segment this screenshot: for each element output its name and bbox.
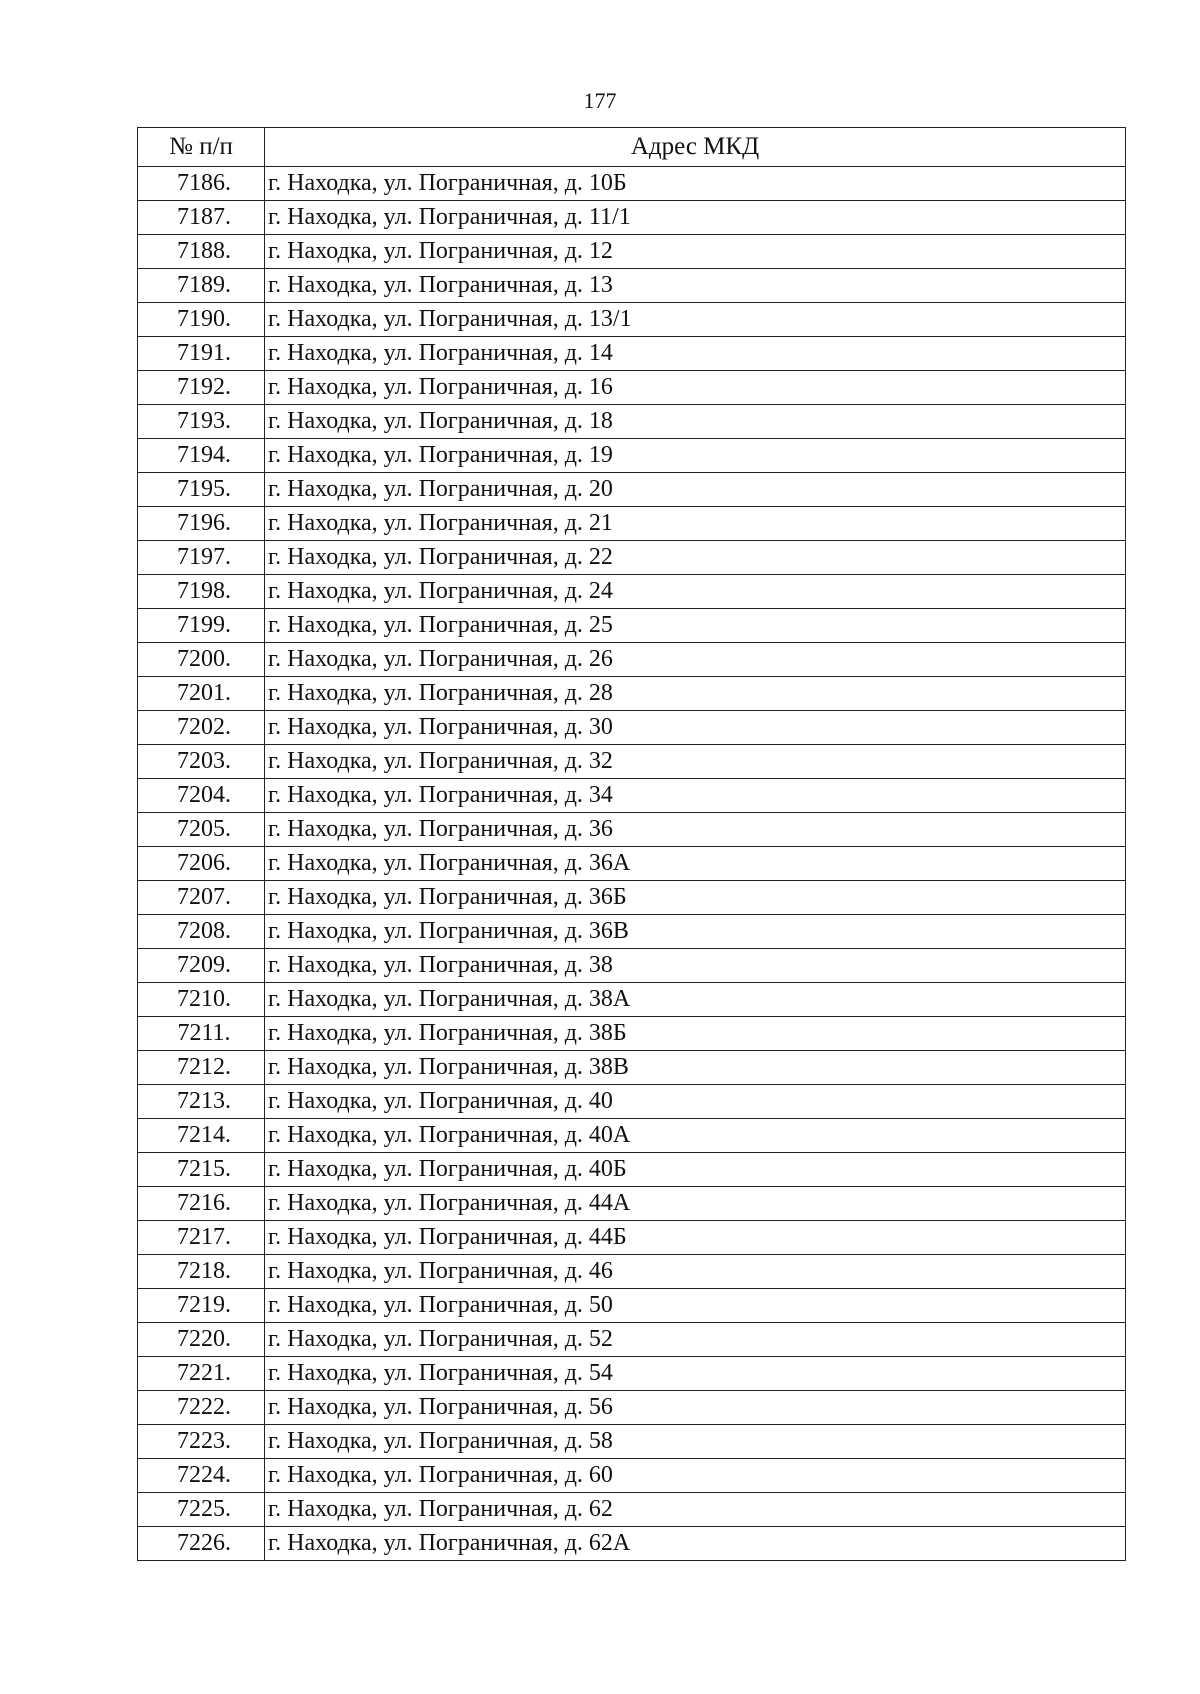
row-number: 7207.: [138, 881, 265, 915]
row-number: 7211.: [138, 1017, 265, 1051]
table-row: [138, 1017, 1126, 1051]
table-row: [138, 337, 1126, 371]
row-number: 7218.: [138, 1255, 265, 1289]
row-address: г. Находка, ул. Пограничная, д. 58: [265, 1425, 1126, 1459]
row-number: 7204.: [138, 779, 265, 813]
row-address: г. Находка, ул. Пограничная, д. 22: [265, 541, 1126, 575]
table-row: [138, 1187, 1126, 1221]
table-row: [138, 813, 1126, 847]
table-row: [138, 541, 1126, 575]
row-number: 7214.: [138, 1119, 265, 1153]
row-address: г. Находка, ул. Пограничная, д. 26: [265, 643, 1126, 677]
row-address: г. Находка, ул. Пограничная, д. 25: [265, 609, 1126, 643]
row-number: 7219.: [138, 1289, 265, 1323]
row-number: 7192.: [138, 371, 265, 405]
row-number: 7193.: [138, 405, 265, 439]
table-row: [138, 405, 1126, 439]
table-row: [138, 1459, 1126, 1493]
row-address: г. Находка, ул. Пограничная, д. 20: [265, 473, 1126, 507]
row-number: 7187.: [138, 201, 265, 235]
row-number: 7188.: [138, 235, 265, 269]
row-number: 7189.: [138, 269, 265, 303]
row-address: г. Находка, ул. Пограничная, д. 24: [265, 575, 1126, 609]
row-number: 7212.: [138, 1051, 265, 1085]
table-row: [138, 1085, 1126, 1119]
row-address: г. Находка, ул. Пограничная, д. 52: [265, 1323, 1126, 1357]
table-row: [138, 711, 1126, 745]
row-address: г. Находка, ул. Пограничная, д. 13: [265, 269, 1126, 303]
table-row: [138, 371, 1126, 405]
row-address: г. Находка, ул. Пограничная, д. 50: [265, 1289, 1126, 1323]
row-number: 7226.: [138, 1527, 265, 1561]
table-row: [138, 1153, 1126, 1187]
row-number: 7222.: [138, 1391, 265, 1425]
row-address: г. Находка, ул. Пограничная, д. 38А: [265, 983, 1126, 1017]
table-row: [138, 1289, 1126, 1323]
row-number: 7201.: [138, 677, 265, 711]
table-row: [138, 1357, 1126, 1391]
row-number: 7197.: [138, 541, 265, 575]
table-row: [138, 915, 1126, 949]
row-address: г. Находка, ул. Пограничная, д. 46: [265, 1255, 1126, 1289]
row-address: г. Находка, ул. Пограничная, д. 19: [265, 439, 1126, 473]
row-number: 7225.: [138, 1493, 265, 1527]
row-number: 7186.: [138, 167, 265, 201]
row-address: г. Находка, ул. Пограничная, д. 40Б: [265, 1153, 1126, 1187]
row-number: 7198.: [138, 575, 265, 609]
row-number: 7205.: [138, 813, 265, 847]
row-address: г. Находка, ул. Пограничная, д. 36: [265, 813, 1126, 847]
table-header: [138, 128, 1126, 167]
table-row: [138, 677, 1126, 711]
column-header-address: Адрес МКД: [265, 128, 1126, 167]
row-number: 7190.: [138, 303, 265, 337]
row-address: г. Находка, ул. Пограничная, д. 44Б: [265, 1221, 1126, 1255]
row-address: г. Находка, ул. Пограничная, д. 36А: [265, 847, 1126, 881]
table-row: [138, 303, 1126, 337]
row-number: 7217.: [138, 1221, 265, 1255]
row-number: 7206.: [138, 847, 265, 881]
page-number: 177: [583, 88, 617, 113]
row-address: г. Находка, ул. Пограничная, д. 21: [265, 507, 1126, 541]
table-row: [138, 881, 1126, 915]
header-row: [138, 128, 1126, 167]
row-address: г. Находка, ул. Пограничная, д. 36В: [265, 915, 1126, 949]
row-number: 7199.: [138, 609, 265, 643]
row-number: 7215.: [138, 1153, 265, 1187]
table-row: [138, 643, 1126, 677]
row-address: г. Находка, ул. Пограничная, д. 40А: [265, 1119, 1126, 1153]
row-number: 7216.: [138, 1187, 265, 1221]
table-row: [138, 1391, 1126, 1425]
table-row: [138, 1425, 1126, 1459]
table-row: [138, 847, 1126, 881]
row-address: г. Находка, ул. Пограничная, д. 14: [265, 337, 1126, 371]
row-address: г. Находка, ул. Пограничная, д. 34: [265, 779, 1126, 813]
table-body: [138, 167, 1126, 1561]
row-address: г. Находка, ул. Пограничная, д. 38: [265, 949, 1126, 983]
row-address: г. Находка, ул. Пограничная, д. 10Б: [265, 167, 1126, 201]
row-address: г. Находка, ул. Пограничная, д. 38В: [265, 1051, 1126, 1085]
table-row: [138, 983, 1126, 1017]
table-row: [138, 473, 1126, 507]
row-address: г. Находка, ул. Пограничная, д. 11/1: [265, 201, 1126, 235]
row-address: г. Находка, ул. Пограничная, д. 60: [265, 1459, 1126, 1493]
row-address: г. Находка, ул. Пограничная, д. 32: [265, 745, 1126, 779]
table-row: [138, 1221, 1126, 1255]
table-row: [138, 779, 1126, 813]
row-number: 7191.: [138, 337, 265, 371]
row-address: г. Находка, ул. Пограничная, д. 56: [265, 1391, 1126, 1425]
row-number: 7202.: [138, 711, 265, 745]
table-row: [138, 1323, 1126, 1357]
row-number: 7209.: [138, 949, 265, 983]
row-number: 7224.: [138, 1459, 265, 1493]
table-row: [138, 1527, 1126, 1561]
table-row: [138, 1493, 1126, 1527]
row-address: г. Находка, ул. Пограничная, д. 38Б: [265, 1017, 1126, 1051]
row-address: г. Находка, ул. Пограничная, д. 40: [265, 1085, 1126, 1119]
row-number: 7203.: [138, 745, 265, 779]
table-row: [138, 167, 1126, 201]
table-row: [138, 439, 1126, 473]
row-number: 7213.: [138, 1085, 265, 1119]
row-address: г. Находка, ул. Пограничная, д. 12: [265, 235, 1126, 269]
row-number: 7221.: [138, 1357, 265, 1391]
row-address: г. Находка, ул. Пограничная, д. 62: [265, 1493, 1126, 1527]
row-number: 7208.: [138, 915, 265, 949]
row-address: г. Находка, ул. Пограничная, д. 54: [265, 1357, 1126, 1391]
row-address: г. Находка, ул. Пограничная, д. 36Б: [265, 881, 1126, 915]
row-address: г. Находка, ул. Пограничная, д. 30: [265, 711, 1126, 745]
table-row: [138, 1255, 1126, 1289]
row-number: 7196.: [138, 507, 265, 541]
table-row: [138, 235, 1126, 269]
row-number: 7195.: [138, 473, 265, 507]
row-number: 7200.: [138, 643, 265, 677]
table-row: [138, 1051, 1126, 1085]
row-number: 7194.: [138, 439, 265, 473]
address-table: [137, 127, 1126, 1561]
table-row: [138, 609, 1126, 643]
table-row: [138, 745, 1126, 779]
row-address: г. Находка, ул. Пограничная, д. 44А: [265, 1187, 1126, 1221]
table-row: [138, 949, 1126, 983]
row-address: г. Находка, ул. Пограничная, д. 28: [265, 677, 1126, 711]
table-row: [138, 507, 1126, 541]
row-number: 7220.: [138, 1323, 265, 1357]
row-number: 7223.: [138, 1425, 265, 1459]
row-address: г. Находка, ул. Пограничная, д. 62А: [265, 1527, 1126, 1561]
row-address: г. Находка, ул. Пограничная, д. 13/1: [265, 303, 1126, 337]
row-number: 7210.: [138, 983, 265, 1017]
table-row: [138, 575, 1126, 609]
column-header-number: № п/п: [138, 128, 265, 167]
row-address: г. Находка, ул. Пограничная, д. 18: [265, 405, 1126, 439]
table-row: [138, 269, 1126, 303]
table-row: [138, 201, 1126, 235]
row-address: г. Находка, ул. Пограничная, д. 16: [265, 371, 1126, 405]
table-row: [138, 1119, 1126, 1153]
